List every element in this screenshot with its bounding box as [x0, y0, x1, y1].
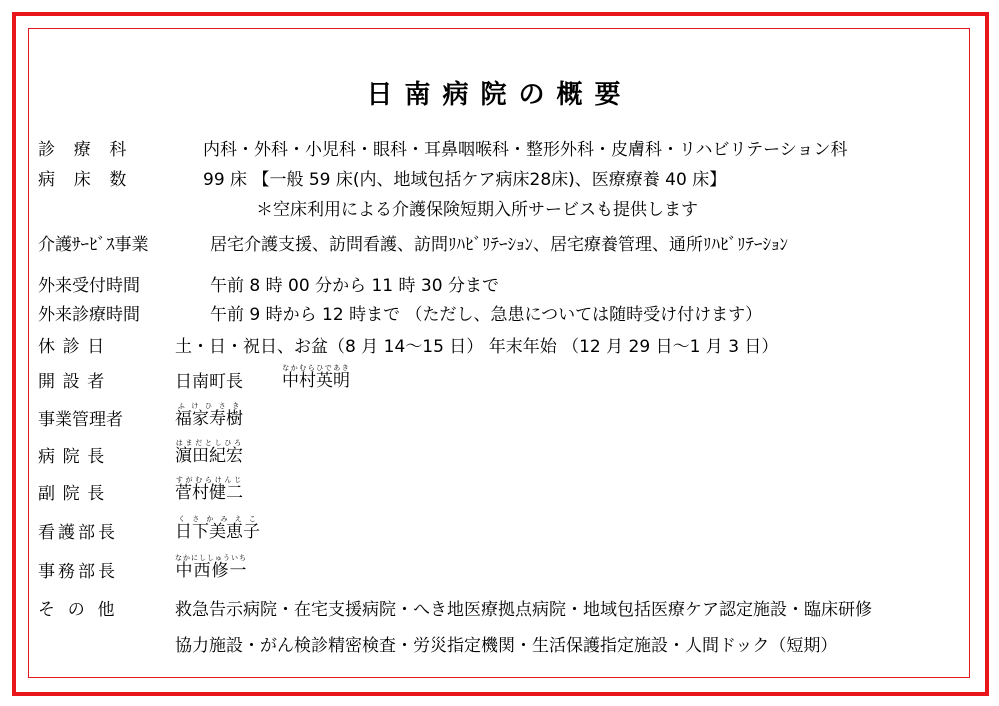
value-care: 居宅介護支援、訪問看護、訪問ﾘﾊﾋﾞﾘﾃｰｼｮﾝ、居宅療養管理、通所ﾘﾊﾋﾞﾘﾃｰｼｮﾝ — [210, 235, 788, 255]
page-title: 日南病院の概要 — [366, 80, 633, 110]
manager-ruby: ふけひさき — [175, 402, 243, 410]
label-founder: 開設者 — [38, 372, 112, 392]
label-closed: 休診日 — [38, 337, 112, 357]
value-consult: 午前 9 時から 12 時まで （ただし、急患については随時受け付けます） — [210, 305, 763, 325]
value-founder-prefix: 日南町長 — [175, 372, 243, 392]
director-ruby: はまだとしひろ — [175, 439, 243, 447]
manager-name: 福家寿樹 — [175, 409, 243, 429]
label-consult: 外来診療時間 — [38, 305, 140, 325]
label-reception: 外来受付時間 — [38, 276, 140, 296]
value-closed: 土・日・祝日、お盆（8 月 14～15 日） 年末年始 （12 月 29 日～1 月 3 日） — [175, 337, 779, 357]
value-other-2: 協力施設・がん検診精密検査・労災指定機関・生活保護指定施設・人間ドック（短期） — [175, 636, 838, 656]
admin-name: 中西修一 — [175, 561, 247, 581]
label-care: 介護ｻｰﾋﾞｽ事業 — [38, 235, 149, 255]
value-beds: 99 床 【一般 59 床(内、地域包括ケア病床28床)、医療療養 40 床】 — [203, 170, 727, 190]
founder-ruby: なかむらひであき — [282, 364, 350, 372]
admin-ruby: なかにししゅういち — [175, 554, 247, 562]
label-other: その他 — [38, 600, 128, 620]
label-departments: 診療科 — [38, 140, 146, 160]
value-departments: 内科・外科・小児科・眼科・耳鼻咽喉科・整形外科・皮膚科・リハビリテーション科 — [203, 140, 848, 160]
label-manager: 事業管理者 — [38, 410, 123, 430]
vice-name: 菅村健二 — [175, 483, 243, 503]
value-other-1: 救急告示病院・在宅支援病院・へき地医療拠点病院・地域包括医療ケア認定施設・臨床研修 — [175, 600, 872, 620]
director-name: 濵田紀宏 — [175, 446, 243, 466]
founder-name: 中村英明 — [282, 371, 350, 391]
value-reception: 午前 8 時 00 分から 11 時 30 分まで — [210, 276, 499, 296]
label-admin: 事務部長 — [38, 562, 118, 582]
label-nursing: 看護部長 — [38, 523, 118, 543]
label-director: 病院長 — [38, 447, 112, 467]
label-vice: 副院長 — [38, 484, 112, 504]
nursing-ruby: くさかみえこ — [175, 515, 260, 523]
label-beds: 病床数 — [38, 170, 146, 190]
vice-ruby: すがむらけんじ — [175, 476, 243, 484]
beds-note: ＊空床利用による介護保険短期入所サービスも提供します — [256, 200, 698, 220]
nursing-name: 日下美恵子 — [175, 522, 260, 542]
